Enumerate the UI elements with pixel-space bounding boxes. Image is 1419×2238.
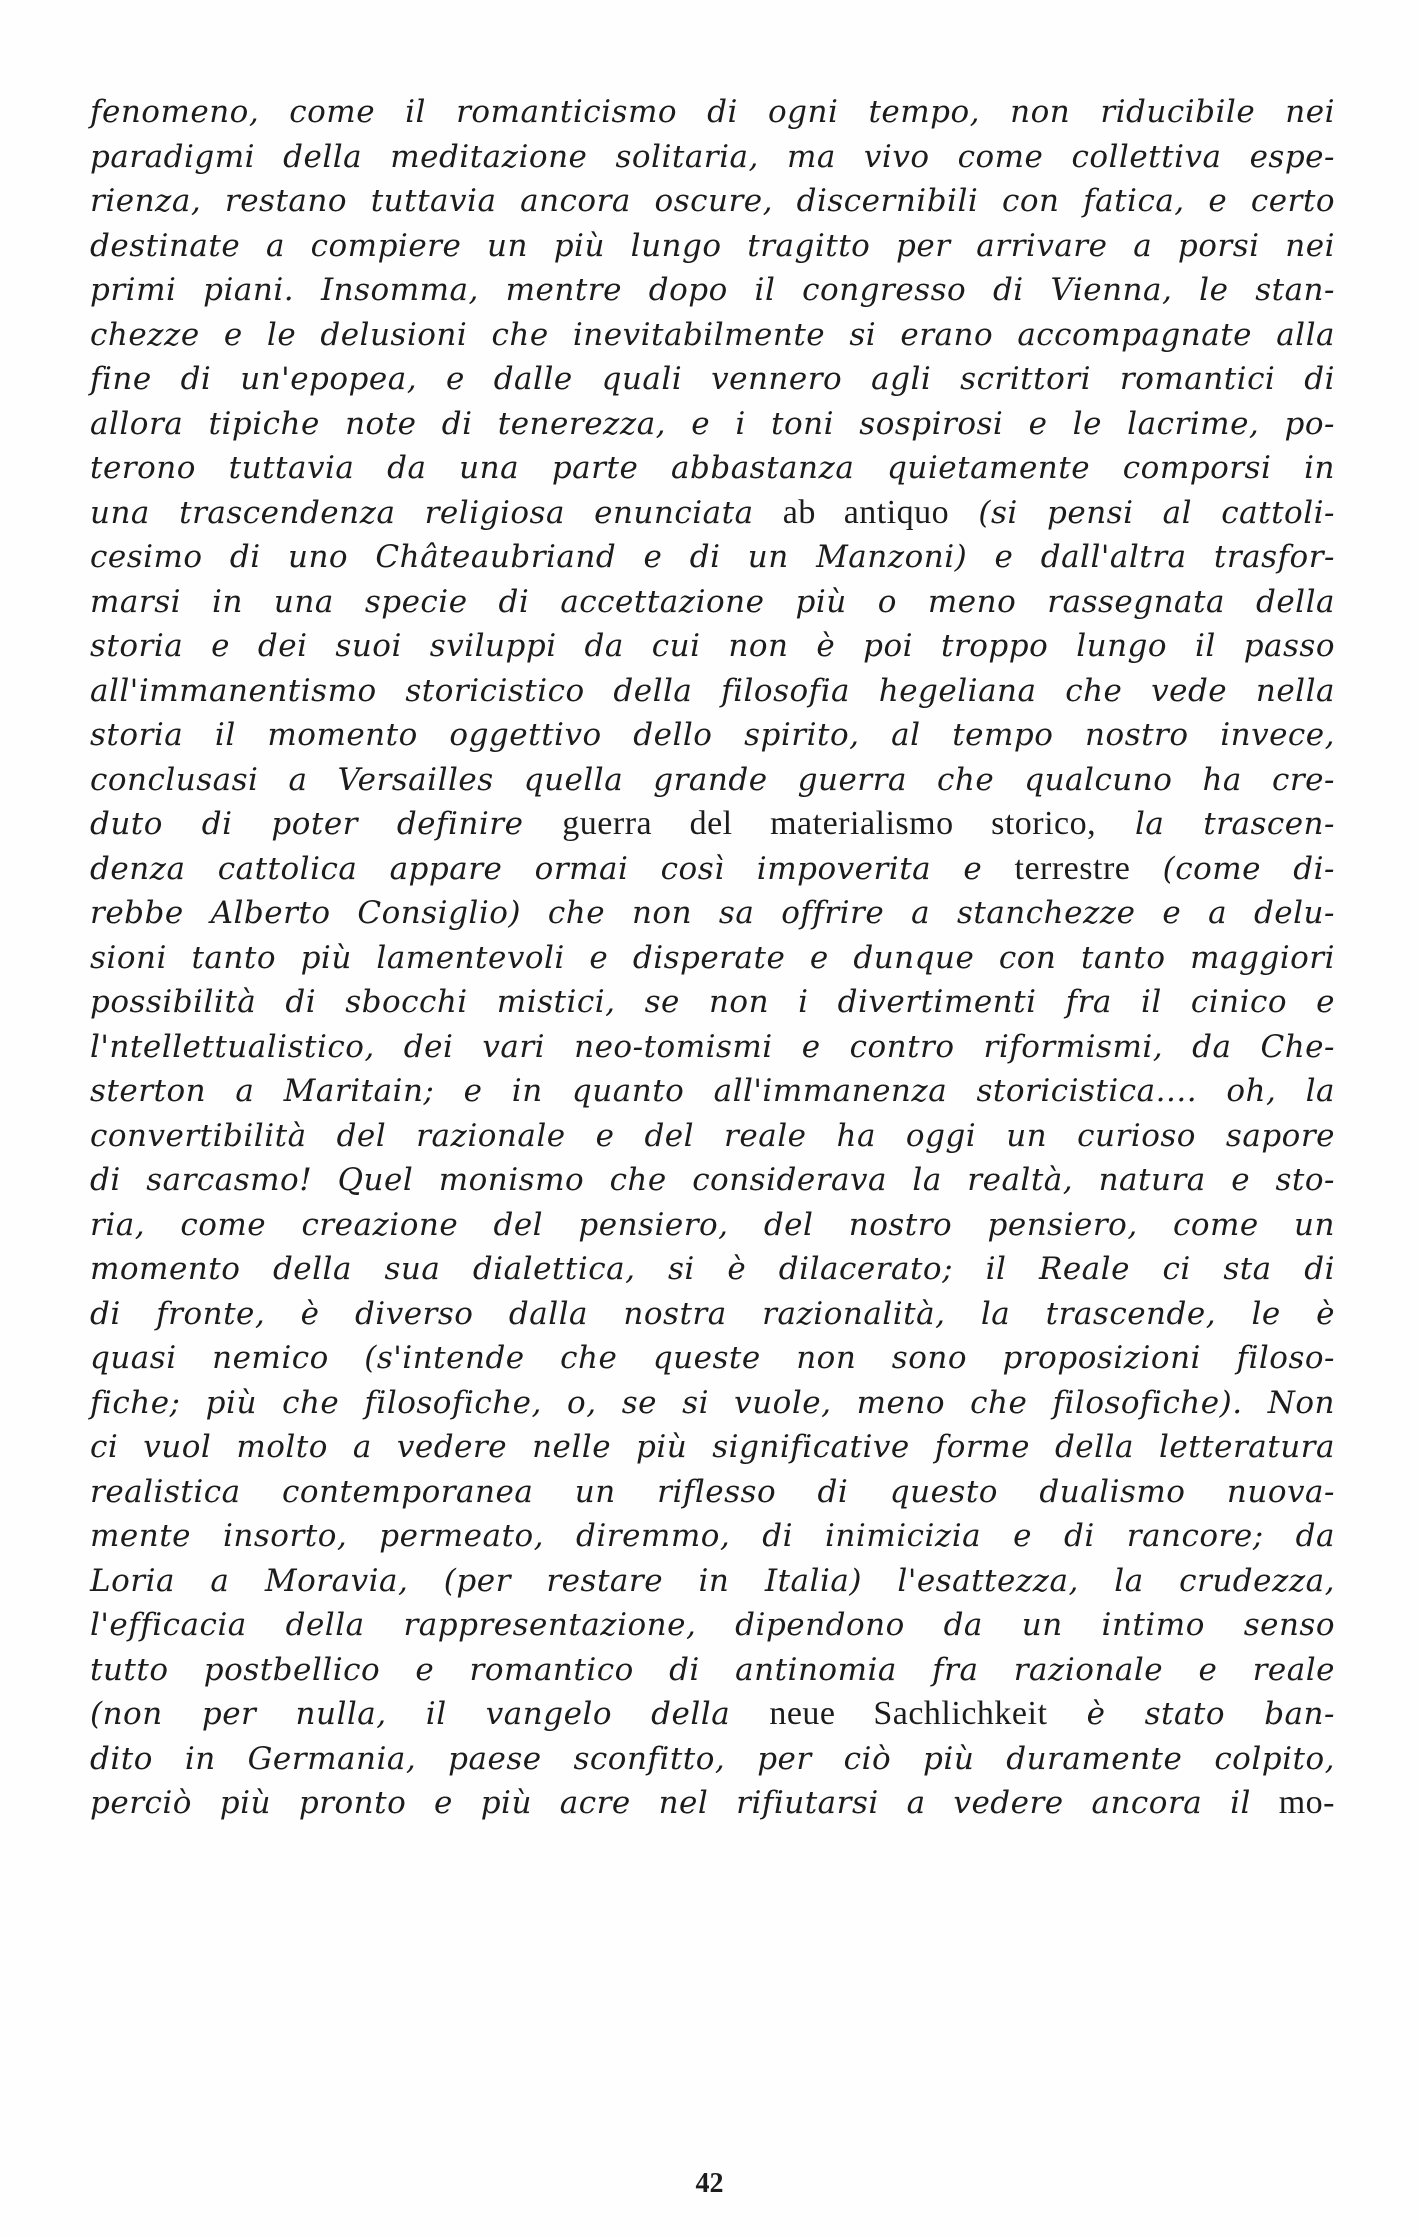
text-segment: terrestre — [1014, 849, 1131, 887]
text-segment: è stato ban- — [1047, 1696, 1335, 1732]
text-segment: chezze e le delusioni che inevitabilmente si erano accompagnate alla — [90, 316, 1335, 353]
text-segment: paradigmi della meditazione solitaria, ma vivo come collettiva espe- — [90, 138, 1335, 175]
text-line — [90, 90, 1335, 135]
text-line — [90, 1514, 1335, 1559]
text-segment: fiche; più che filosofiche, o, se si vuole, meno che filosofiche). Non — [90, 1384, 1335, 1421]
text-line — [90, 1559, 1335, 1604]
text-segment: neue Sachlichkeit — [769, 1695, 1048, 1732]
text-segment: realistica contemporanea un riflesso di questo dualismo nuova- — [90, 1473, 1335, 1510]
text-line — [90, 446, 1335, 491]
body-text — [90, 90, 1335, 1826]
text-line — [90, 580, 1335, 625]
text-line — [90, 1114, 1335, 1159]
text-segment: destinate a compiere un più lungo tragitto per arrivare a porsi nei — [90, 227, 1335, 264]
text-line — [90, 758, 1335, 803]
text-segment: sioni tanto più lamentevoli e disperate e dunque con tanto maggiori — [90, 939, 1335, 976]
text-line — [90, 1292, 1335, 1337]
text-segment: (come di- — [1130, 850, 1335, 887]
text-line — [90, 1470, 1335, 1515]
text-segment: ci vuol molto a vedere nelle più significative forme della letteratura — [90, 1429, 1335, 1465]
text-segment: (non per nulla, il vangelo della — [90, 1696, 770, 1732]
text-line — [90, 936, 1335, 981]
text-segment: convertibilità del razionale e del reale ha oggi un curioso sapore — [90, 1117, 1335, 1154]
text-line — [90, 357, 1335, 402]
text-line — [90, 1425, 1335, 1470]
text-segment: guerra del materialismo storico, — [562, 805, 1097, 842]
text-segment: di sarcasmo! Quel monismo che considerava la realtà, natura e sto- — [90, 1162, 1335, 1198]
text-segment: perciò più pronto e più acre nel rifiutarsi a vedere ancora il — [90, 1785, 1279, 1821]
text-segment: la trascen- — [1096, 806, 1336, 842]
text-line — [90, 1781, 1335, 1826]
text-segment: storia e dei suoi sviluppi da cui non è poi troppo lungo il passo — [90, 628, 1335, 664]
text-line — [90, 1158, 1335, 1203]
text-line — [90, 1603, 1335, 1648]
text-line — [90, 802, 1335, 847]
text-line — [90, 980, 1335, 1025]
text-line — [90, 1737, 1335, 1782]
text-segment: all'immanentismo storicistico della filosofia hegeliana che vede nella — [90, 672, 1335, 709]
text-line — [90, 268, 1335, 313]
text-segment: l'efficacia della rappresentazione, dipendono da un intimo senso — [90, 1607, 1335, 1643]
text-segment: marsi in una specie di accettazione più o meno rassegnata della — [90, 583, 1335, 620]
text-segment: duto di poter definire — [90, 806, 563, 842]
text-segment: fine di un'epopea, e dalle quali vennero agli scrittori romantici di — [90, 361, 1335, 397]
text-line — [90, 1069, 1335, 1114]
text-line — [90, 1692, 1335, 1737]
text-line — [90, 1648, 1335, 1693]
text-line — [90, 847, 1335, 892]
text-line — [90, 1025, 1335, 1070]
text-segment: allora tipiche note di tenerezza, e i toni sospirosi e le lacrime, po- — [90, 405, 1335, 442]
text-segment: primi piani. Insomma, mentre dopo il congresso di Vienna, le stan- — [90, 272, 1335, 308]
text-line — [90, 179, 1335, 224]
text-line — [90, 491, 1335, 536]
text-line — [90, 224, 1335, 269]
text-line — [90, 1381, 1335, 1426]
text-line — [90, 535, 1335, 580]
text-segment: una trascendenza religiosa enunciata — [90, 494, 783, 531]
text-segment: possibilità di sbocchi mistici, se non i divertimenti fra il cinico e — [90, 984, 1335, 1020]
text-segment: sterton a Maritain; e in quanto all'immanenza storicistica.... oh, la — [90, 1073, 1335, 1109]
text-segment: ria, come creazione del pensiero, del nostro pensiero, come un — [90, 1206, 1335, 1243]
text-segment: denza cattolica appare ormai così impoverita e — [90, 850, 1015, 887]
text-segment: storia il momento oggettivo dello spirito, al tempo nostro invece, — [90, 717, 1335, 753]
text-line — [90, 135, 1335, 180]
text-line — [90, 624, 1335, 669]
text-segment: terono tuttavia da una parte abbastanza quietamente comporsi in — [90, 450, 1335, 486]
text-line — [90, 1203, 1335, 1248]
text-line — [90, 1336, 1335, 1381]
text-segment: quasi nemico (s'intende che queste non sono proposizioni filoso- — [90, 1340, 1335, 1376]
text-segment: di fronte, è diverso dalla nostra razionalità, la trascende, le è — [90, 1295, 1335, 1332]
text-segment: ab antiquo — [782, 493, 950, 531]
text-segment: mente insorto, permeato, diremmo, di inimicizia e di rancore; da — [90, 1518, 1335, 1554]
text-line — [90, 713, 1335, 758]
text-segment: momento della sua dialettica, si è dilacerato; il Reale ci sta di — [90, 1251, 1335, 1287]
text-segment: Loria a Moravia, (per restare in Italia) l'esattezza, la crudezza, — [90, 1562, 1335, 1599]
text-segment: dito in Germania, paese sconfitto, per ciò più duramente colpito, — [90, 1740, 1335, 1777]
text-line — [90, 669, 1335, 714]
text-line — [90, 1247, 1335, 1292]
text-segment: fenomeno, come il romanticismo di ogni tempo, non riducibile nei — [90, 94, 1335, 130]
page-number: 42 — [695, 2168, 724, 2199]
text-segment: (si pensi al cattoli- — [949, 494, 1335, 531]
text-segment: rebbe Alberto Consiglio) che non sa offrire a stanchezze e a delu- — [90, 895, 1335, 931]
text-segment: l'ntellettualistico, dei vari neo-tomismi e contro riformismi, da Che- — [90, 1028, 1335, 1065]
text-segment: cesimo di uno Châteaubriand e di un Manzoni) e dall'altra trasfor- — [90, 539, 1335, 575]
text-segment: conclusasi a Versailles quella grande guerra che qualcuno ha cre- — [90, 761, 1335, 798]
text-segment: mo- — [1278, 1784, 1335, 1821]
text-line — [90, 891, 1335, 936]
text-segment: tutto postbellico e romantico di antinomia fra razionale e reale — [90, 1651, 1335, 1688]
text-line — [90, 313, 1335, 358]
text-segment: rienza, restano tuttavia ancora oscure, discernibili con fatica, e certo — [90, 183, 1335, 219]
text-line — [90, 402, 1335, 447]
